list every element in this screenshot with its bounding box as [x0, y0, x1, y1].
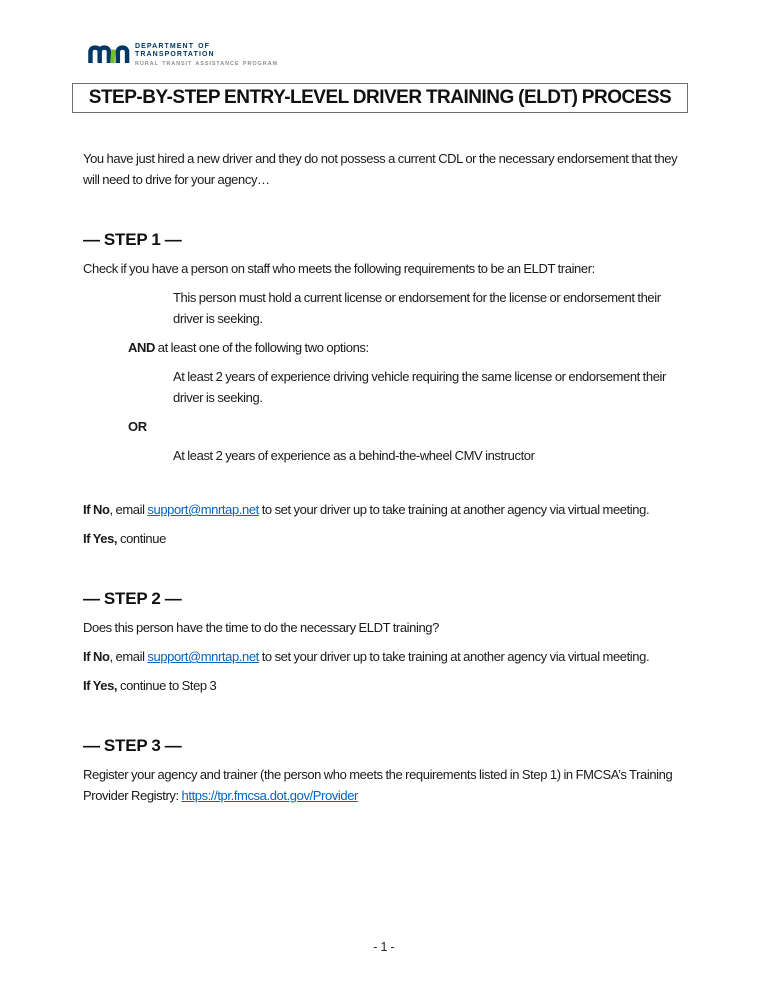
title-box — [72, 83, 688, 113]
step1-option1: At least 2 years of experience driving vehicle requiring the same license or endorsement their driver is seeking. — [173, 369, 666, 405]
step3-lead-paragraph — [83, 764, 678, 806]
if-yes-rest-text: continue — [117, 531, 166, 546]
logo-text — [135, 40, 278, 68]
logo-dept-line2: TRANSPORTATION — [135, 51, 215, 58]
tpr-registry-link[interactable]: https://tpr.fmcsa.dot.gov/Provider — [181, 788, 358, 803]
if-yes-label: If Yes, — [83, 678, 118, 693]
logo-n-arch — [118, 48, 127, 63]
if-no-label: If No — [83, 502, 110, 517]
step2-lead: Does this person have the time to do the necessary ELDT training? — [83, 620, 439, 635]
step3-lead-text: Register your agency and trainer (the person who meets the requirements listed in Step 1) in FMCSA’s Training Provider Registry: — [83, 767, 673, 803]
if-no-mid-text: , email — [109, 649, 148, 664]
and-text: at least one of the following two options: — [154, 340, 369, 355]
step1-heading: — STEP 1 — — [83, 230, 182, 249]
if-no-rest-text: to set your driver up to take training at another agency via virtual meeting. — [258, 649, 650, 664]
if-no-label: If No — [83, 649, 110, 664]
and-label: AND — [128, 340, 155, 355]
step1-option2: At least 2 years of experience as a behind-the-wheel CMV instructor — [173, 448, 535, 463]
step1-requirement: This person must hold a current license or endorsement for the license or endorsement their driver is seeking. — [173, 290, 661, 326]
support-email-link[interactable]: support@mnrtap.net — [147, 649, 259, 664]
step1-or-label: OR — [128, 419, 147, 434]
step1-and-line — [128, 337, 678, 358]
logo-m-glyph — [90, 48, 108, 63]
step1-if-no-paragraph — [83, 499, 678, 520]
step3-heading: — STEP 3 — — [83, 736, 182, 755]
if-yes-label: If Yes, — [83, 531, 118, 546]
step2-if-no-paragraph — [83, 646, 678, 667]
support-email-link[interactable]: support@mnrtap.net — [147, 502, 259, 517]
step2-heading: — STEP 2 — — [83, 589, 182, 608]
page-number: - 1 - — [373, 940, 395, 954]
logo-n-stem — [112, 50, 113, 63]
if-no-rest-text: to set your driver up to take training at another agency via virtual meeting. — [258, 502, 650, 517]
step2-if-yes-paragraph — [83, 675, 678, 696]
logo-dept-line1: DEPARTMENT OF — [135, 43, 211, 50]
if-yes-rest-text: continue to Step 3 — [117, 678, 217, 693]
step1-if-yes-paragraph — [83, 528, 678, 549]
if-no-mid-text: , email — [109, 502, 148, 517]
step1-lead: Check if you have a person on staff who meets the following requirements to be an ELDT trainer: — [83, 261, 595, 276]
page-title: STEP-BY-STEP ENTRY-LEVEL DRIVER TRAINING (ELDT) PROCESS — [88, 87, 672, 108]
intro-paragraph: You have just hired a new driver and they do not possess a current CDL or the necessary endorsement that they will need to drive for your agency… — [83, 151, 678, 187]
mn-logo-icon — [88, 42, 128, 64]
mndot-logo — [88, 40, 678, 74]
logo-program-line: RURAL TRANSIT ASSISTANCE PROGRAM — [135, 61, 278, 67]
